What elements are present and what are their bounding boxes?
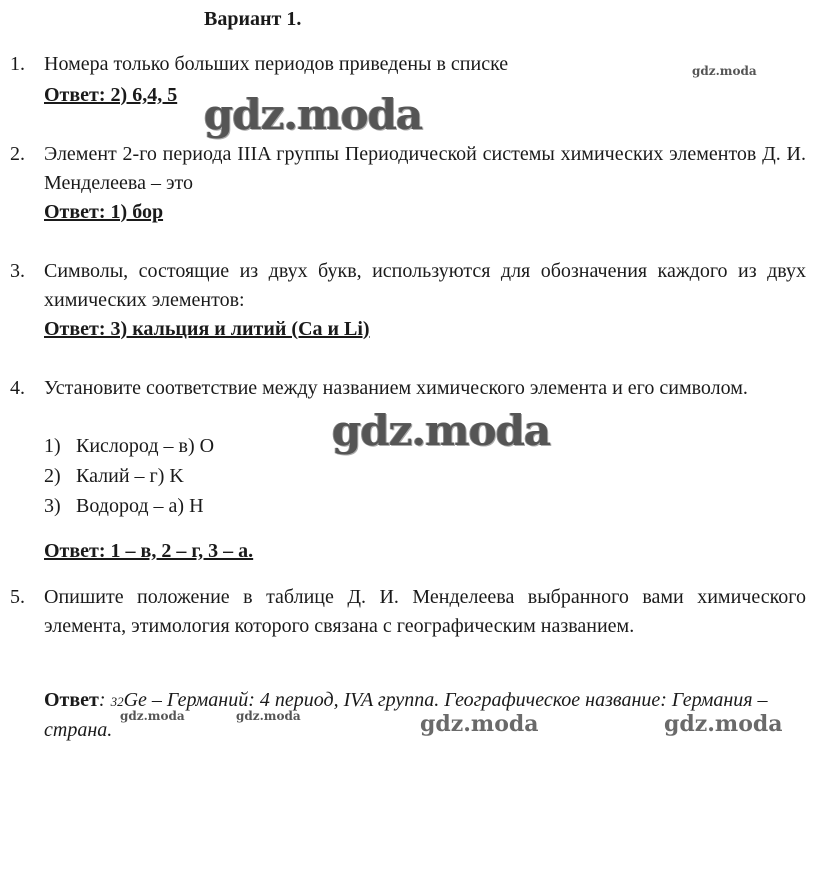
answer-label: Ответ (44, 689, 99, 711)
answer-2: Ответ: 1) бор (44, 201, 164, 223)
question-text: Установите соответствие между названием химического элемента и его символом. (44, 377, 748, 399)
question-number: 3. (10, 260, 25, 282)
option-number: 1) (44, 435, 61, 457)
question-2 (10, 140, 806, 198)
question-text: Символы, состоящие из двух букв, используются для обозначения каждого из двух химических элементов: (44, 260, 806, 311)
question-5 (10, 583, 806, 641)
question-number: 4. (10, 377, 25, 399)
option-number: 2) (44, 465, 61, 487)
answer-1: Ответ: 2) 6,4, 5 (44, 84, 178, 106)
question-text: Номера только больших периодов приведены в списке (44, 53, 509, 75)
answer-subscript: 32 (110, 694, 124, 709)
question-number: 1. (10, 53, 25, 75)
watermark-medium: gdz.moda (420, 711, 539, 737)
question-number: 5. (10, 586, 25, 608)
option-text: Калий – г) K (76, 465, 184, 487)
question-1 (10, 50, 806, 79)
page-title: Вариант 1. (204, 8, 302, 30)
option-text: Водород – а) H (76, 495, 204, 517)
answer-3: Ответ: 3) кальция и литий (Ca и Li) (44, 318, 370, 340)
watermark-small: gdz.moda (692, 64, 757, 78)
answer-colon: : (98, 689, 111, 711)
watermark-large: gdz.moda (204, 90, 423, 139)
watermark-medium: gdz.moda (664, 711, 783, 737)
answer-body: Ge – Германий: 4 период, IVA группа. Географическое название: Германия – страна. (44, 689, 768, 741)
option-text: Кислород – в) O (76, 435, 215, 457)
question-text: Опишите положение в таблице Д. И. Менделеева выбранного вами химического элемента, этимология которого связана с географическим названием. (44, 586, 806, 637)
question-number: 2. (10, 143, 25, 165)
answer-4: Ответ: 1 – в, 2 – г, 3 – а. (44, 540, 254, 562)
option-1 (44, 435, 214, 458)
option-2 (44, 465, 184, 488)
watermark-small: gdz.moda (236, 709, 301, 723)
watermark-small: gdz.moda (120, 709, 185, 723)
option-3 (44, 495, 204, 518)
watermark-large: gdz.moda (332, 406, 551, 455)
question-text: Элемент 2-го периода IIIA группы Периодической системы химических элементов Д. И. Менделеева – это (44, 143, 806, 194)
question-3 (10, 257, 806, 315)
option-number: 3) (44, 495, 61, 517)
question-4 (10, 374, 806, 403)
